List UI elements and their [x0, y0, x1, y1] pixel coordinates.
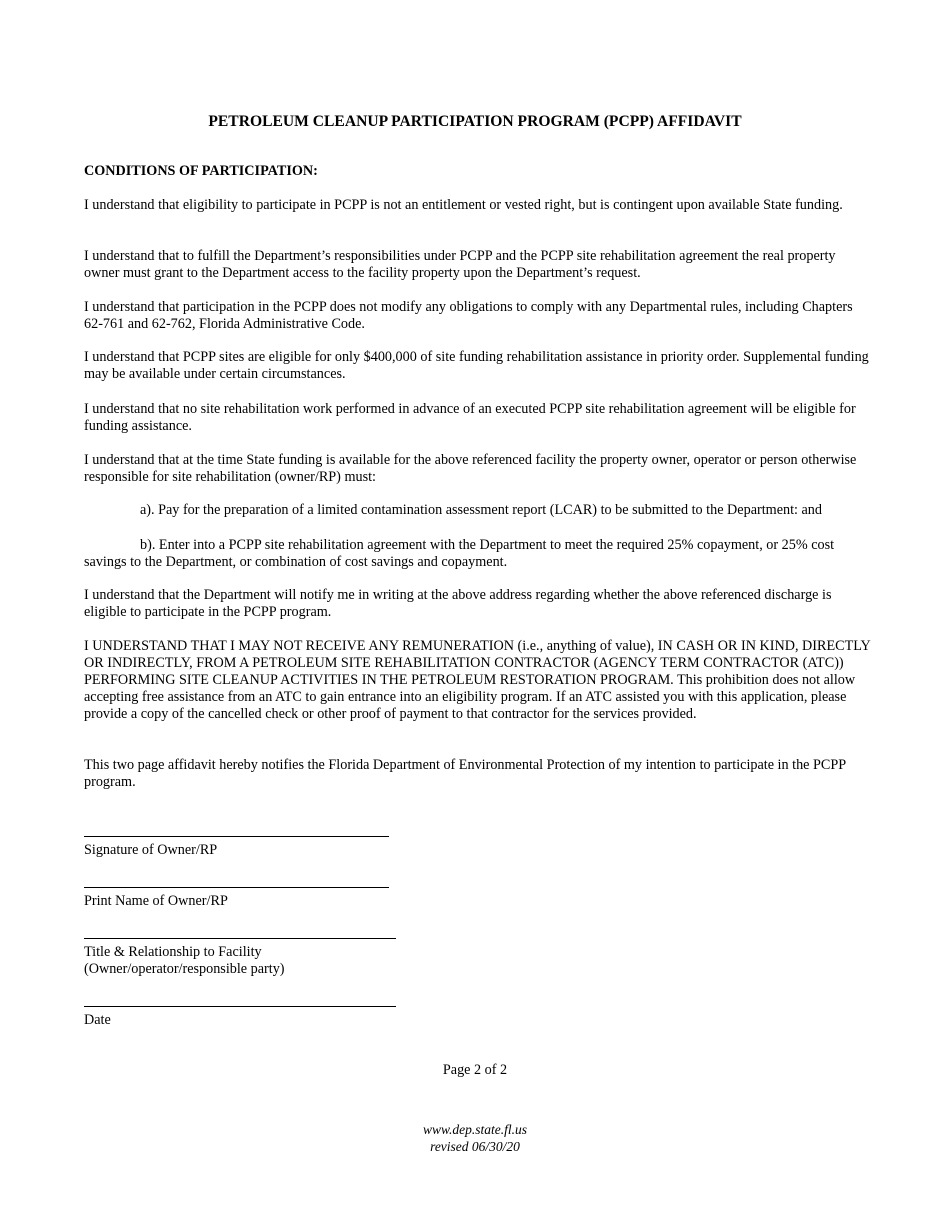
- paragraph-eligibility: I understand that eligibility to participate in PCPP is not an entitlement or vested right, but is contingent upon available State funding.: [84, 197, 843, 213]
- print-name-line[interactable]: [84, 887, 389, 888]
- paragraph-final: This two page affidavit hereby notifies the Florida Department of Environmental Protection of my intention to participate in the PCPP program.: [84, 757, 846, 790]
- paragraph-owner-must: I understand that at the time State funding is available for the above referenced facility the property owner, operator or person otherwise responsible for site rehabilitation (owner/RP) must:: [84, 452, 857, 485]
- list-item-a: a). Pay for the preparation of a limited contamination assessment report (LCAR) to be submitted to the Department: and: [140, 502, 822, 518]
- signature-label: Signature of Owner/RP: [84, 842, 218, 858]
- signature-line[interactable]: [84, 836, 389, 837]
- paragraph-funding-limit: I understand that PCPP sites are eligible for only $400,000 of site funding rehabilitation assistance in priority order. Supplemental funding may be available under certain circumstances.: [84, 349, 869, 382]
- paragraph-remuneration: I UNDERSTAND THAT I MAY NOT RECEIVE ANY REMUNERATION (i.e., anything of value), IN CASH OR IN KIND, DIRECTLY OR INDIRECTLY, FROM A PETROLEUM SITE REHABILITATION CONTRACTOR (AGENCY TERM CONTRACTOR (ATC)) PERFORMING SITE CLEANUP ACTIVITIES IN THE PETROLEUM RESTORATION PROGRAM. This prohibition does not allow accepting free assistance from an ATC to gain entrance into an eligibility program. If an ATC assisted you with this application, please provide a copy of the cancelled check or other proof of payment to that contractor for the services provided.: [84, 638, 871, 722]
- title-relationship-label: Title & Relationship to Facility: [84, 944, 262, 960]
- title-relationship-line[interactable]: [84, 938, 396, 939]
- paragraph-access: I understand that to fulfill the Department’s responsibilities under PCPP and the PCPP site rehabilitation agreement the real property owner must grant to the Department access to the facility property upon the Department’s request.: [84, 248, 836, 281]
- print-name-label: Print Name of Owner/RP: [84, 893, 228, 909]
- paragraph-advance-work: I understand that no site rehabilitation work performed in advance of an executed PCPP site rehabilitation agreement will be eligible for funding assistance.: [84, 401, 856, 434]
- page-number: Page 2 of 2: [442, 1062, 508, 1078]
- paragraph-obligations: I understand that participation in the PCPP does not modify any obligations to comply with any Departmental rules, including Chapters 62-761 and 62-762, Florida Administrative Code.: [84, 299, 853, 332]
- document-title: PETROLEUM CLEANUP PARTICIPATION PROGRAM (PCPP) AFFIDAVIT: [208, 113, 742, 130]
- date-line[interactable]: [84, 1006, 396, 1007]
- date-label: Date: [84, 1012, 111, 1028]
- title-relationship-sublabel: (Owner/operator/responsible party): [84, 961, 285, 977]
- paragraph-notify: I understand that the Department will notify me in writing at the above address regarding whether the above referenced discharge is eligible to participate in the PCPP program.: [84, 587, 832, 620]
- conditions-heading: CONDITIONS OF PARTICIPATION:: [84, 163, 318, 179]
- list-item-b: b). Enter into a PCPP site rehabilitation agreement with the Department to meet the required 25% copayment, or 25% cost savings to the Department, or combination of cost savings and copayment.: [84, 537, 835, 570]
- footer-revised: revised 06/30/20: [430, 1139, 520, 1154]
- footer-url: www.dep.state.fl.us: [422, 1122, 527, 1137]
